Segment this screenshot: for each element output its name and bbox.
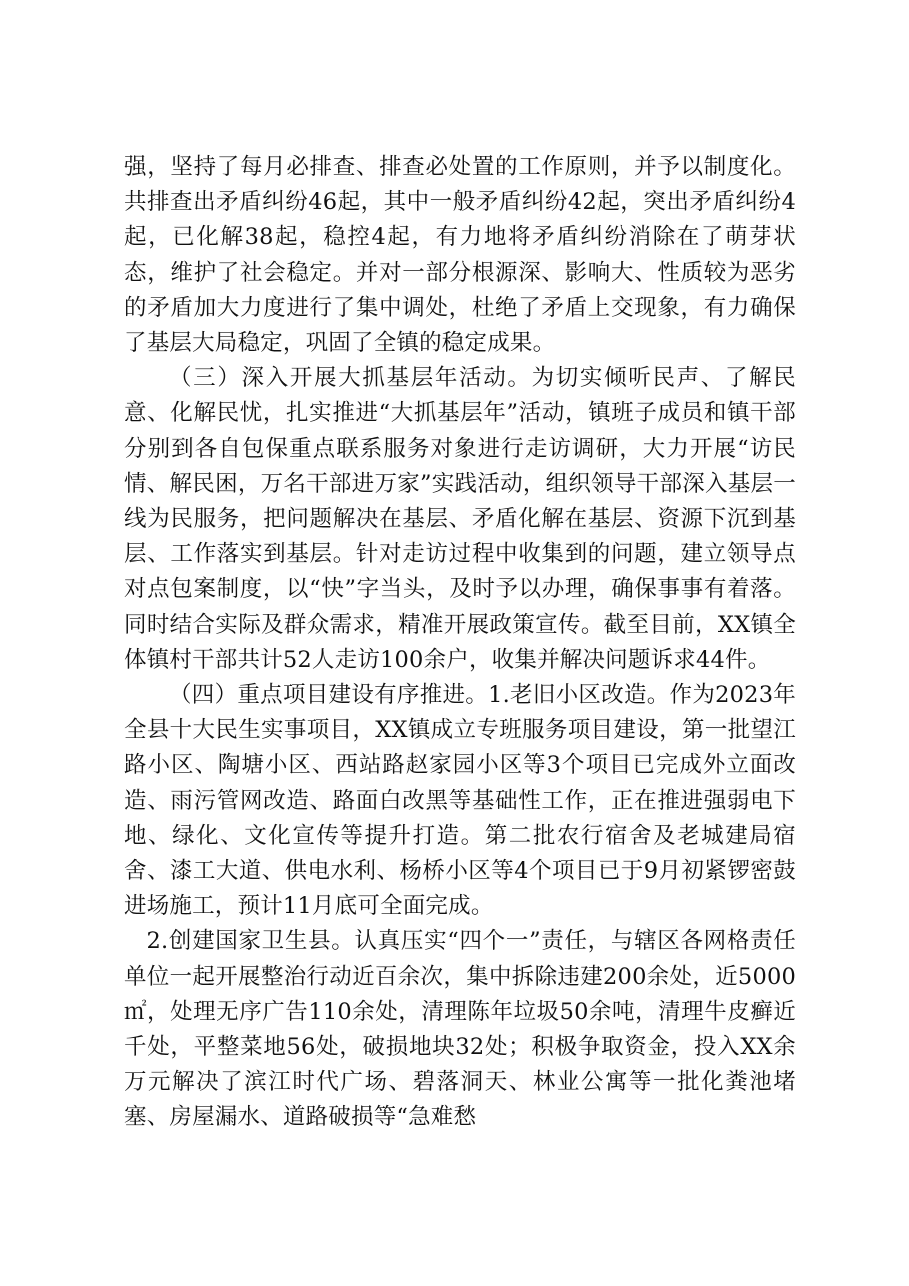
document-body [124,150,796,1136]
paragraph-item-2: 2.创建国家卫生县。认真压实“四个一”责任，与辖区各网格责任单位一起开展整治行动近百余次，集中拆除违建200余处，近5000㎡，处理无序广告110余处，清理陈年垃圾50余吨，清理牛皮癣近千处，平整菜地56处，破损地块32处；积极争取资金，投入XX余万元解决了滨江时代广场、碧落洞天、林业公寓等一批化粪池堵塞、房屋漏水、道路破损等“急难愁 [124,928,796,1131]
paragraph-section-4: （四）重点项目建设有序推进。1.老旧小区改造。作为2023年全县十大民生实事项目，XX镇成立专班服务项目建设，第一批望江路小区、陶塘小区、西站路赵家园小区等3个项目已完成外立面改造、雨污管网改造、路面白改黑等基础性工作，正在推进强弱电下地、绿化、文化宣传等提升打造。第二批农行宿舍及老城建局宿舍、漆工大道、供电水利、杨桥小区等4个项目已于9月初紧锣密鼓进场施工，预计11月底可全面完成。 [124,682,796,920]
paragraph-continuation: 强，坚持了每月必排查、排查必处置的工作原则，并予以制度化。共排查出矛盾纠纷46起，其中一般矛盾纠纷42起，突出矛盾纠纷4起，已化解38起，稳控4起，有力地将矛盾纠纷消除在了萌芽状态，维护了社会稳定。并对一部分根源深、影响大、性质较为恶劣的矛盾加大力度进行了集中调处，杜绝了矛盾上交现象，有力确保了基层大局稳定，巩固了全镇的稳定成果。 [124,154,796,357]
paragraph-section-3: （三）深入开展大抓基层年活动。为切实倾听民声、了解民意、化解民忧，扎实推进“大抓基层年”活动，镇班子成员和镇干部分别到各自包保重点联系服务对象进行走访调研，大力开展“访民情、解民困，万名干部进万家”实践活动，组织领导干部深入基层一线为民服务，把问题解决在基层、矛盾化解在基层、资源下沉到基层、工作落实到基层。针对走访过程中收集到的问题，建立领导点对点包案制度，以“快”字当头，及时予以办理，确保事事有着落。同时结合实际及群众需求，精准开展政策宣传。截至目前，XX镇全体镇村干部共计52人走访100余户，收集并解决问题诉求44件。 [124,365,796,673]
